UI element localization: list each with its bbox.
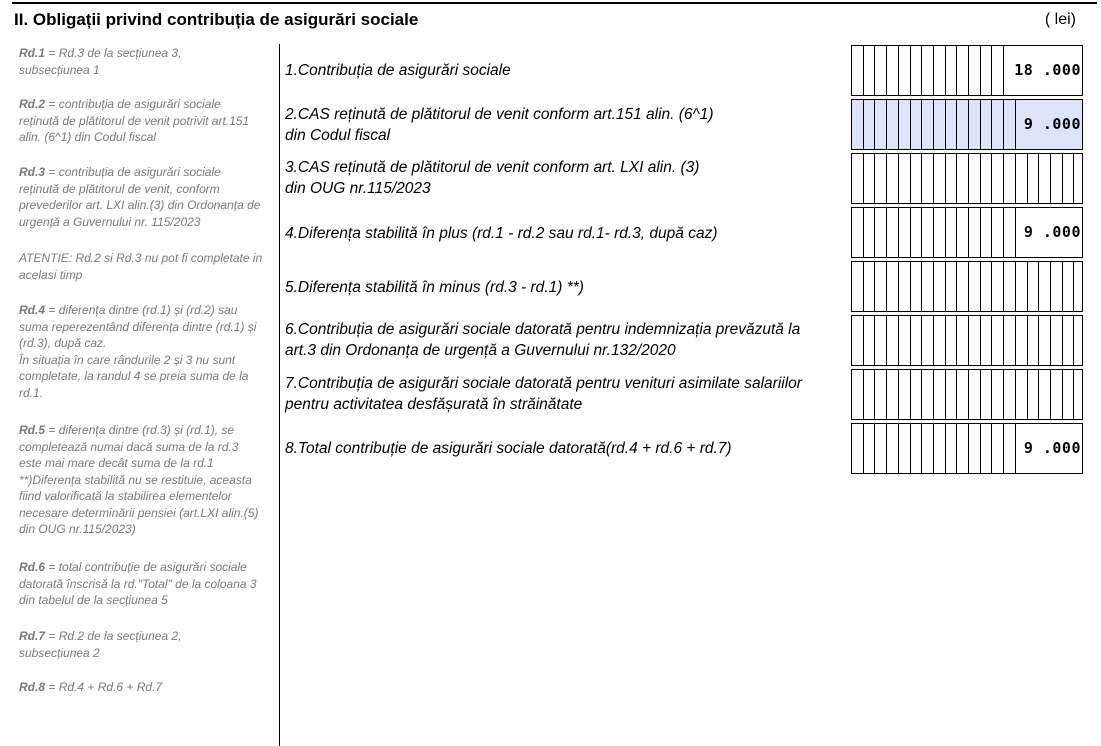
cell-divider (1038, 316, 1039, 365)
cell-divider (910, 370, 911, 419)
row-label: 5.Diferența stabilită în minus (rd.3 - rd.1) **) (285, 279, 584, 296)
cell-divider (968, 424, 969, 473)
cell-divider (1003, 262, 1004, 311)
cell-divider (968, 208, 969, 257)
cell-divider (945, 154, 946, 203)
cell-divider (968, 46, 969, 95)
cell-divider (1050, 154, 1051, 203)
cell-divider (874, 46, 875, 95)
cell-divider (1038, 370, 1039, 419)
cell-divider (968, 154, 969, 203)
note-body: = Rd.2 de la secțiunea 2, subsecțiunea 2 (19, 629, 182, 660)
note-body: ATENTIE: Rd.2 si Rd.3 nu pot fi completate in acelasi timp (19, 251, 263, 282)
cell-divider (1062, 262, 1063, 311)
cell-divider (933, 100, 934, 149)
note-rd2 (19, 96, 277, 146)
note-head: Rd.6 (19, 560, 46, 574)
cell-divider (1050, 370, 1051, 419)
cell-divider (956, 100, 957, 149)
cell-divider (921, 154, 922, 203)
cell-divider (980, 100, 981, 149)
cell-divider (945, 208, 946, 257)
note-head: Rd.4 (19, 303, 46, 317)
cell-divider (956, 316, 957, 365)
cell-divider (991, 316, 992, 365)
cell-divider (1062, 316, 1063, 365)
note-body: = Rd.3 de la secțiunea 3, subsecțiunea 1 (19, 46, 182, 77)
cell-divider (910, 100, 911, 149)
section-title: II. Obligații privind contribuția de asigurări sociale (14, 10, 419, 29)
cell-divider (910, 424, 911, 473)
cell-divider (1015, 316, 1016, 365)
cell-divider (863, 208, 864, 257)
row-label: 3.CAS reținută de plătitorul de venit conform art. LXI alin. (3) din OUG nr.115/2023 (285, 159, 700, 197)
cell-divider (945, 316, 946, 365)
currency-unit: ( lei) (1044, 11, 1076, 28)
amount-field[interactable] (851, 423, 1083, 474)
cell-divider (991, 424, 992, 473)
cell-divider (956, 208, 957, 257)
cell-divider (991, 154, 992, 203)
cell-divider (898, 316, 899, 365)
cell-divider (991, 262, 992, 311)
cell-divider (1003, 100, 1004, 149)
cell-divider (991, 100, 992, 149)
cell-divider (956, 262, 957, 311)
cell-divider (886, 208, 887, 257)
cell-divider (863, 316, 864, 365)
amount-field[interactable] (851, 369, 1083, 420)
note-head: Rd.7 (19, 629, 46, 643)
cell-divider (933, 46, 934, 95)
cell-divider (1003, 370, 1004, 419)
cell-divider (991, 208, 992, 257)
amount-field[interactable] (851, 99, 1083, 150)
note-body: = diferența dintre (rd.1) și (rd.2) sau suma reperezentând diferența dintre (rd.1) și (rd.3), după caz. În situația în care rândurile 2 și 3 nu sunt completate, la randul 4 se preia suma de la rd.1. (19, 303, 257, 400)
cell-divider (874, 100, 875, 149)
note-head: Rd.1 (19, 46, 46, 60)
cell-divider (863, 262, 864, 311)
cell-divider (968, 370, 969, 419)
cell-divider (980, 208, 981, 257)
cell-divider (1015, 262, 1016, 311)
amount-field[interactable] (851, 45, 1083, 96)
cell-divider (980, 46, 981, 95)
cell-divider (1027, 370, 1028, 419)
cell-divider (886, 100, 887, 149)
amount-field[interactable] (851, 261, 1083, 312)
cell-divider (898, 262, 899, 311)
cell-divider (898, 370, 899, 419)
cell-divider (874, 424, 875, 473)
cell-divider (886, 46, 887, 95)
cell-divider (1050, 262, 1051, 311)
cell-divider (874, 370, 875, 419)
cell-divider (910, 262, 911, 311)
cell-divider (910, 316, 911, 365)
note-head: Rd.3 (19, 165, 46, 179)
cell-divider (921, 46, 922, 95)
cell-divider (933, 370, 934, 419)
cell-divider (874, 262, 875, 311)
cell-divider (886, 262, 887, 311)
cell-divider (921, 424, 922, 473)
cell-divider (1003, 208, 1004, 257)
cell-divider (1015, 154, 1016, 203)
cell-divider (1062, 154, 1063, 203)
cell-divider (910, 208, 911, 257)
cell-divider (874, 316, 875, 365)
cell-divider (945, 424, 946, 473)
note-rd4 (19, 302, 277, 401)
note-head: Rd.2 (19, 97, 46, 111)
cell-divider (874, 154, 875, 203)
cell-divider (968, 100, 969, 149)
cell-divider (968, 316, 969, 365)
cell-divider (886, 154, 887, 203)
note-head: Rd.8 (19, 680, 46, 694)
cell-divider (980, 262, 981, 311)
row-label: 4.Diferența stabilită în plus (rd.1 - rd.2 sau rd.1- rd.3, după caz) (285, 225, 718, 242)
cell-divider (898, 46, 899, 95)
cell-divider (863, 424, 864, 473)
cell-divider (1003, 424, 1004, 473)
cell-divider (863, 100, 864, 149)
cell-divider (1073, 262, 1074, 311)
row-label: 7.Contribuția de asigurări sociale datorată pentru veniturі asimilate salariilor pentru activitatea desfășurată în străinătate (285, 375, 802, 413)
cell-divider (1015, 100, 1016, 149)
cell-divider (921, 262, 922, 311)
note-body: = diferența dintre (rd.3) și (rd.1), se completează numai dacă suma de la rd.3 este mai mare decât suma de la rd.1 **)Diferența stabilită nu se restituie, aceasta fiind valorificată la stabilirea elementelor necesare determinării pensiei (art.LXI alin.(5) din OUG nr.115/2023) (19, 423, 259, 536)
cell-divider (910, 46, 911, 95)
cell-divider (1027, 316, 1028, 365)
cell-divider (863, 370, 864, 419)
cell-divider (980, 424, 981, 473)
cell-divider (956, 154, 957, 203)
row-label: 1.Contribuția de asigurări sociale (285, 62, 511, 79)
note-rd7 (19, 628, 277, 661)
cell-divider (1062, 370, 1063, 419)
cell-divider (898, 154, 899, 203)
cell-divider (1015, 208, 1016, 257)
cell-divider (1003, 46, 1004, 95)
row-label: 2.CAS reținută de plătitorul de venit conform art.151 alin. (6^1) din Codul fiscal (285, 106, 714, 144)
cell-divider (945, 262, 946, 311)
cell-divider (991, 46, 992, 95)
note-body: = contribuția de asigurări sociale reținută de plătitorul de venit, conform prevederilor art. LXI alin.(3) din Ordonanța de urgență a Guvernului nr. 115/2023 (19, 165, 261, 229)
note-head: Rd.5 (19, 423, 46, 437)
note-rd1 (19, 45, 277, 78)
cell-divider (956, 424, 957, 473)
cell-divider (921, 100, 922, 149)
cell-divider (956, 370, 957, 419)
cell-divider (1038, 262, 1039, 311)
cell-divider (921, 208, 922, 257)
cell-divider (945, 100, 946, 149)
cell-divider (886, 424, 887, 473)
note-rd5 (19, 422, 277, 538)
cell-divider (1073, 370, 1074, 419)
cell-divider (1027, 154, 1028, 203)
cell-divider (933, 262, 934, 311)
cell-divider (1027, 262, 1028, 311)
cell-divider (886, 316, 887, 365)
cell-divider (968, 262, 969, 311)
cell-divider (863, 154, 864, 203)
cell-divider (921, 370, 922, 419)
cell-divider (933, 316, 934, 365)
amount-value: 9 .000 (1024, 208, 1081, 257)
cell-divider (1003, 316, 1004, 365)
cell-divider (1038, 154, 1039, 203)
cell-divider (921, 316, 922, 365)
row-label: 6.Contribuția de asigurări sociale datorată pentru indemnizația prevăzută la art.3 din Ordonanța de urgență a Guvernului nr.132/2020 (285, 321, 801, 359)
cell-divider (991, 370, 992, 419)
cell-divider (980, 370, 981, 419)
cell-divider (863, 46, 864, 95)
cell-divider (956, 46, 957, 95)
note-rd3 (19, 164, 277, 230)
cell-divider (910, 154, 911, 203)
note-body: = contribuția de asigurări sociale reținută de plătitorul de venit potrivit art.151 alin. (6^1) din Codul fiscal (19, 97, 250, 144)
cell-divider (898, 424, 899, 473)
top-rule (12, 2, 1097, 4)
cell-divider (945, 370, 946, 419)
note-body: = total contribuție de asigurări sociale datorată înscrisă la rd."Total" de la coloana 3 din tabelul de la secțiunea 5 (19, 560, 257, 607)
column-divider (279, 44, 280, 746)
cell-divider (886, 370, 887, 419)
cell-divider (933, 208, 934, 257)
amount-value: 18 .000 (1014, 46, 1081, 95)
amount-value: 9 .000 (1024, 424, 1081, 473)
amount-field[interactable] (851, 207, 1083, 258)
cell-divider (933, 154, 934, 203)
cell-divider (980, 154, 981, 203)
cell-divider (980, 316, 981, 365)
cell-divider (1003, 154, 1004, 203)
cell-divider (874, 208, 875, 257)
cell-divider (1073, 154, 1074, 203)
note-attention (19, 250, 277, 283)
note-rd8 (19, 679, 277, 696)
amount-field[interactable] (851, 153, 1083, 204)
cell-divider (933, 424, 934, 473)
note-body: = Rd.4 + Rd.6 + Rd.7 (45, 680, 163, 694)
amount-value: 9 .000 (1024, 100, 1081, 149)
cell-divider (1050, 316, 1051, 365)
cell-divider (1015, 424, 1016, 473)
row-label: 8.Total contribuție de asigurări sociale datorată(rd.4 + rd.6 + rd.7) (285, 440, 732, 457)
note-rd6 (19, 559, 277, 609)
cell-divider (1073, 316, 1074, 365)
cell-divider (1015, 370, 1016, 419)
amount-field[interactable] (851, 315, 1083, 366)
cell-divider (898, 100, 899, 149)
cell-divider (945, 46, 946, 95)
cell-divider (898, 208, 899, 257)
